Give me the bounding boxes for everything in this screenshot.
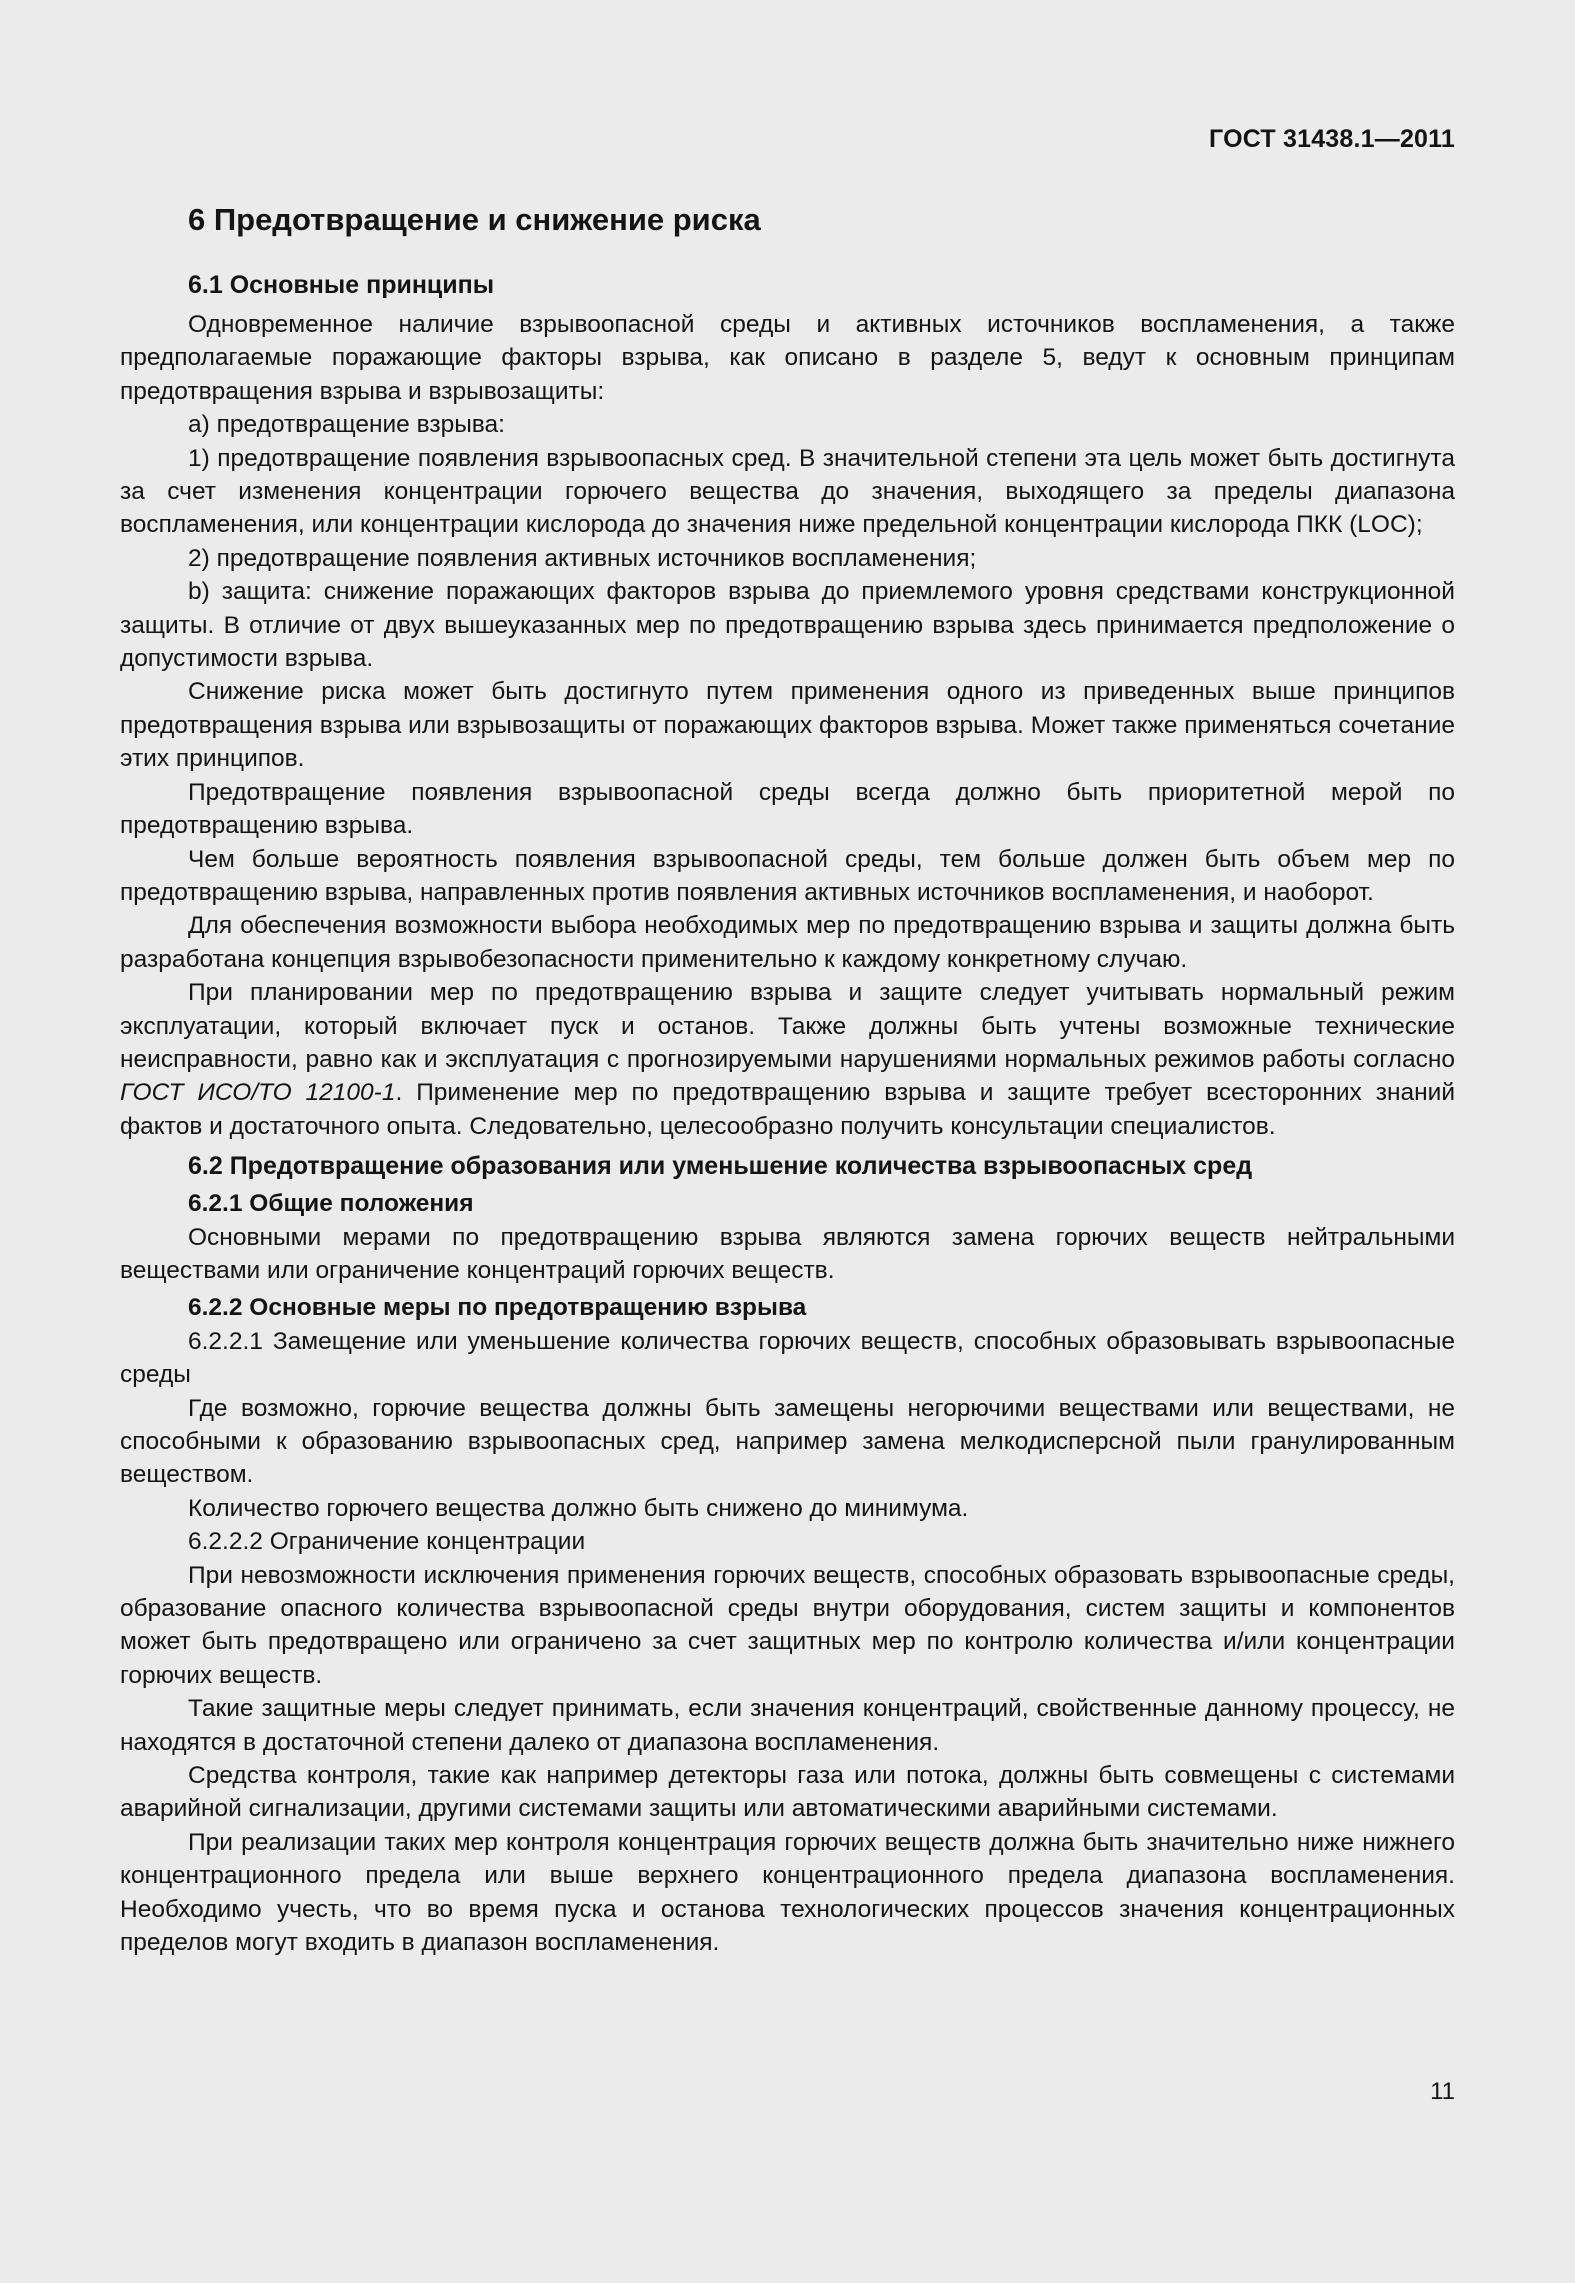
section-title: 6 Предотвращение и снижение риска [188, 202, 761, 237]
standard-number: ГОСТ 31438.1—2011 [1209, 125, 1455, 153]
paragraph: 6.2.2.2 Ограничение концентрации [188, 1528, 586, 1556]
paragraph: Такие защитные меры следует принимать, если значения концентраций, свойственные данному процессу, не находятся в достаточной степени далеко от диапазона воспламенения. [120, 1695, 1455, 1756]
subsection-6-1-title: 6.1 Основные принципы [188, 271, 495, 299]
paragraph: Чем больше вероятность появления взрывоопасной среды, тем больше должен быть объем мер по предотвращению взрыва, направленных против появления активных источников воспламенения, и наоборот. [120, 845, 1455, 906]
paragraph: Снижение риска может быть достигнуто путем применения одного из приведенных выше принципов предотвращения взрыва или взрывозащиты от поражающих факторов взрыва. Может также применяться сочетание этих принципов. [120, 678, 1455, 773]
paragraph: Одновременное наличие взрывоопасной среды и активных источников воспламенения, а также предполагаемые поражающие факторы взрыва, как описано в разделе 5, ведут к основным принципам предотвращения взрыва и взрывозащиты: [120, 311, 1455, 405]
paragraph-text: При планировании мер по предотвращению взрыва и защите следует учитывать нормальный режим эксплуатации, который включает пуск и останов. Также должны быть учтены возможные технические неисправности, равно как и эксплуатация с прогнозируемыми нарушениями нормальных режимов работы согласно [120, 979, 1455, 1073]
paragraph: Предотвращение появления взрывоопасной среды всегда должно быть приоритетной мерой по предотвращению взрыва. [120, 778, 1455, 840]
paragraph-text: . Применение мер по предотвращению взрыва и защите требует всесторонних знаний фактов и достаточного опыта. Следовательно, целесообразно получить консультации специалистов. [120, 1079, 1455, 1140]
subsection-6-2-2-title: 6.2.2 Основные меры по предотвращению взрыва [188, 1294, 807, 1322]
paragraph: Для обеспечения возможности выбора необходимых мер по предотвращению взрыва и защиты должна быть разработана концепция взрывобезопасности применительно к каждому конкретному случаю. [120, 912, 1455, 973]
paragraph: Средства контроля, такие как например детекторы газа или потока, должны быть совмещены с системами аварийной сигнализации, другими системами защиты или автоматическими аварийными системами. [120, 1762, 1455, 1823]
paragraph: При невозможности исключения применения горючих веществ, способных образовать взрывоопасные среды, образование опасного количества взрывоопасной среды внутри оборудования, систем защиты и компонентов может быть предотвращено или ограничено за счет защитных мер по контролю количества и/или концентрации горючих веществ. [120, 1561, 1455, 1689]
page-number: 11 [1430, 2078, 1455, 2105]
paragraph: a) предотвращение взрыва: [188, 411, 505, 439]
paragraph: Основными мерами по предотвращению взрыва являются замена горючих веществ нейтральными веществами или ограничение концентраций горючих веществ. [120, 1223, 1455, 1284]
paragraph: b) защита: снижение поражающих факторов взрыва до приемлемого уровня средствами конструкционной защиты. В отличие от двух вышеуказанных мер по предотвращению взрыва здесь принимается предположение о допустимости взрыва. [120, 578, 1455, 673]
paragraph: Количество горючего вещества должно быть снижено до минимума. [188, 1494, 969, 1522]
standard-reference: ГОСТ ИСО/ТО 12100-1 [120, 1079, 396, 1107]
subsection-6-2-title: 6.2 Предотвращение образования или уменьшение количества взрывоопасных сред [188, 1152, 1253, 1181]
paragraph: 1) предотвращение появления взрывоопасных сред. В значительной степени эта цель может быть достигнута за счет изменения концентрации горючего вещества до значения, выходящего за пределы диапазона воспламенения, или концентрации кислорода до значения ниже предельной концентрации кислорода ПКК (LOC); [120, 444, 1455, 539]
paragraph: Где возможно, горючие вещества должны быть замещены негорючими веществами или веществами, не способными к образованию взрывоопасных сред, например замена мелкодисперсной пыли гранулированным веществом. [120, 1394, 1455, 1489]
subsection-6-2-1-title: 6.2.1 Общие положения [188, 1190, 474, 1218]
paragraph: 6.2.2.1 Замещение или уменьшение количества горючих веществ, способных образовывать взрывоопасные среды [120, 1327, 1455, 1389]
paragraph: При реализации таких мер контроля концентрация горючих веществ должна быть значительно ниже нижнего концентрационного предела или выше верхнего концентрационного предела диапазона воспламенения. Необходимо учесть, что во время пуска и останова технологических процессов значения концентрационных пределов могут входить в диапазон воспламенения. [120, 1828, 1455, 1957]
page-body [120, 200, 1455, 1960]
paragraph: 2) предотвращение появления активных источников воспламенения; [188, 544, 977, 572]
paragraph [120, 976, 1455, 1143]
